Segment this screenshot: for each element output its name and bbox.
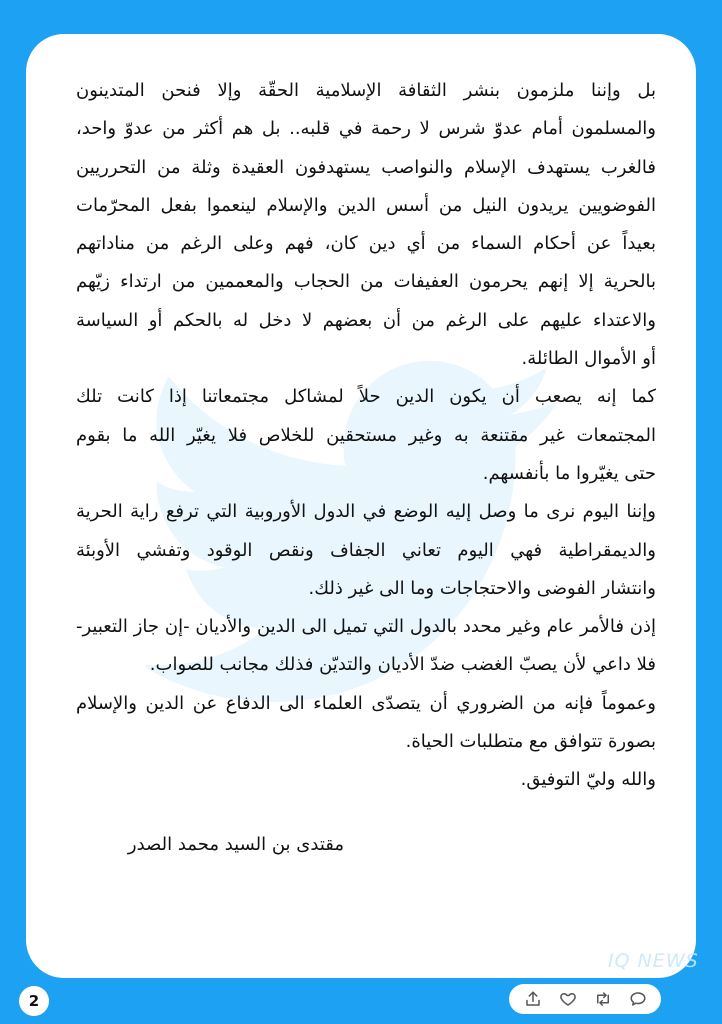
post-line: وإننا اليوم نرى ما وصل إليه الوضع في الدول الأوروبية التي ترفع راية الحرية xyxy=(76,501,656,523)
post-line: والمسلمون أمام عدوّ شرس لا رحمة في قلبه.. بل هم أكثر من عدوّ واحد، xyxy=(76,118,656,140)
post-body xyxy=(76,72,656,800)
post-line: وانتشار الفوضى والاحتجاجات وما الى غير ذلك. xyxy=(308,577,656,599)
post-line: بل وإننا ملزمون بنشر الثقافة الإسلامية الحقّة وإلا فنحن المتدينون xyxy=(76,80,656,101)
post-line: وعموماً فإنه من الضروري أن يتصدّى العلماء الى الدفاع عن الدين والإسلام xyxy=(76,692,656,714)
post-line: حتى يغيّروا ما بأنفسهم. xyxy=(482,462,656,484)
post-line: كما إنه يصعب أن يكون الدين حلاً لمشاكل مجتمعاتنا إذا كانت تلك xyxy=(76,386,656,408)
post-line: فلا داعي لأن يصبّ الغضب ضدّ الأديان والتديّن فذلك مجانب للصواب. xyxy=(149,654,656,676)
comment-icon[interactable] xyxy=(627,988,649,1010)
post-card xyxy=(26,34,696,978)
heart-icon[interactable] xyxy=(557,988,579,1010)
share-icon[interactable] xyxy=(522,988,544,1010)
post-line: فالغرب يستهدف الإسلام والنواصب يستهدفون العقيدة وثلة من التحرريين xyxy=(76,156,656,178)
retweet-icon[interactable] xyxy=(592,988,614,1010)
signature: مقتدى بن السيد محمد الصدر xyxy=(127,834,344,855)
tweet-actions-bar xyxy=(509,984,661,1014)
post-line: والاعتداء عليهم على الرغم من أن بعضهم لا دخل له بالحكم أو السياسة xyxy=(76,309,656,331)
post-line: بصورة تتوافق مع متطلبات الحياة. xyxy=(405,731,656,753)
post-line: والديمقراطية فهي اليوم تعاني الجفاف ونقص الوقود وتفشي الأوبئة xyxy=(76,539,656,561)
post-line: والله وليّ التوفيق. xyxy=(520,769,656,791)
news-watermark: IQ NEWS xyxy=(608,950,699,972)
post-line: الفوضويين يريدون النيل من أسس الدين والإسلام لينعموا بفعل المحرّمات xyxy=(76,194,656,216)
post-line: أو الأموال الطائلة. xyxy=(521,348,656,370)
page-number-badge: 2 xyxy=(19,986,49,1016)
post-line: المجتمعات غير مقتنعة به وغير مستحقين للخلاص فلا يغيّر الله ما بقوم xyxy=(76,424,656,446)
post-line: بعيداً عن أحكام السماء من أي دين كان، فهم وعلى الرغم من مناداتهم xyxy=(76,233,656,255)
post-line: إذن فالأمر عام وغير محدد بالدول التي تميل الى الدين والأديان -إن جاز التعبير- xyxy=(76,616,656,638)
post-line: بالحرية إلا إنهم يحرمون العفيفات من الحجاب والمعممين من ارتداء زيّهم xyxy=(76,271,656,293)
